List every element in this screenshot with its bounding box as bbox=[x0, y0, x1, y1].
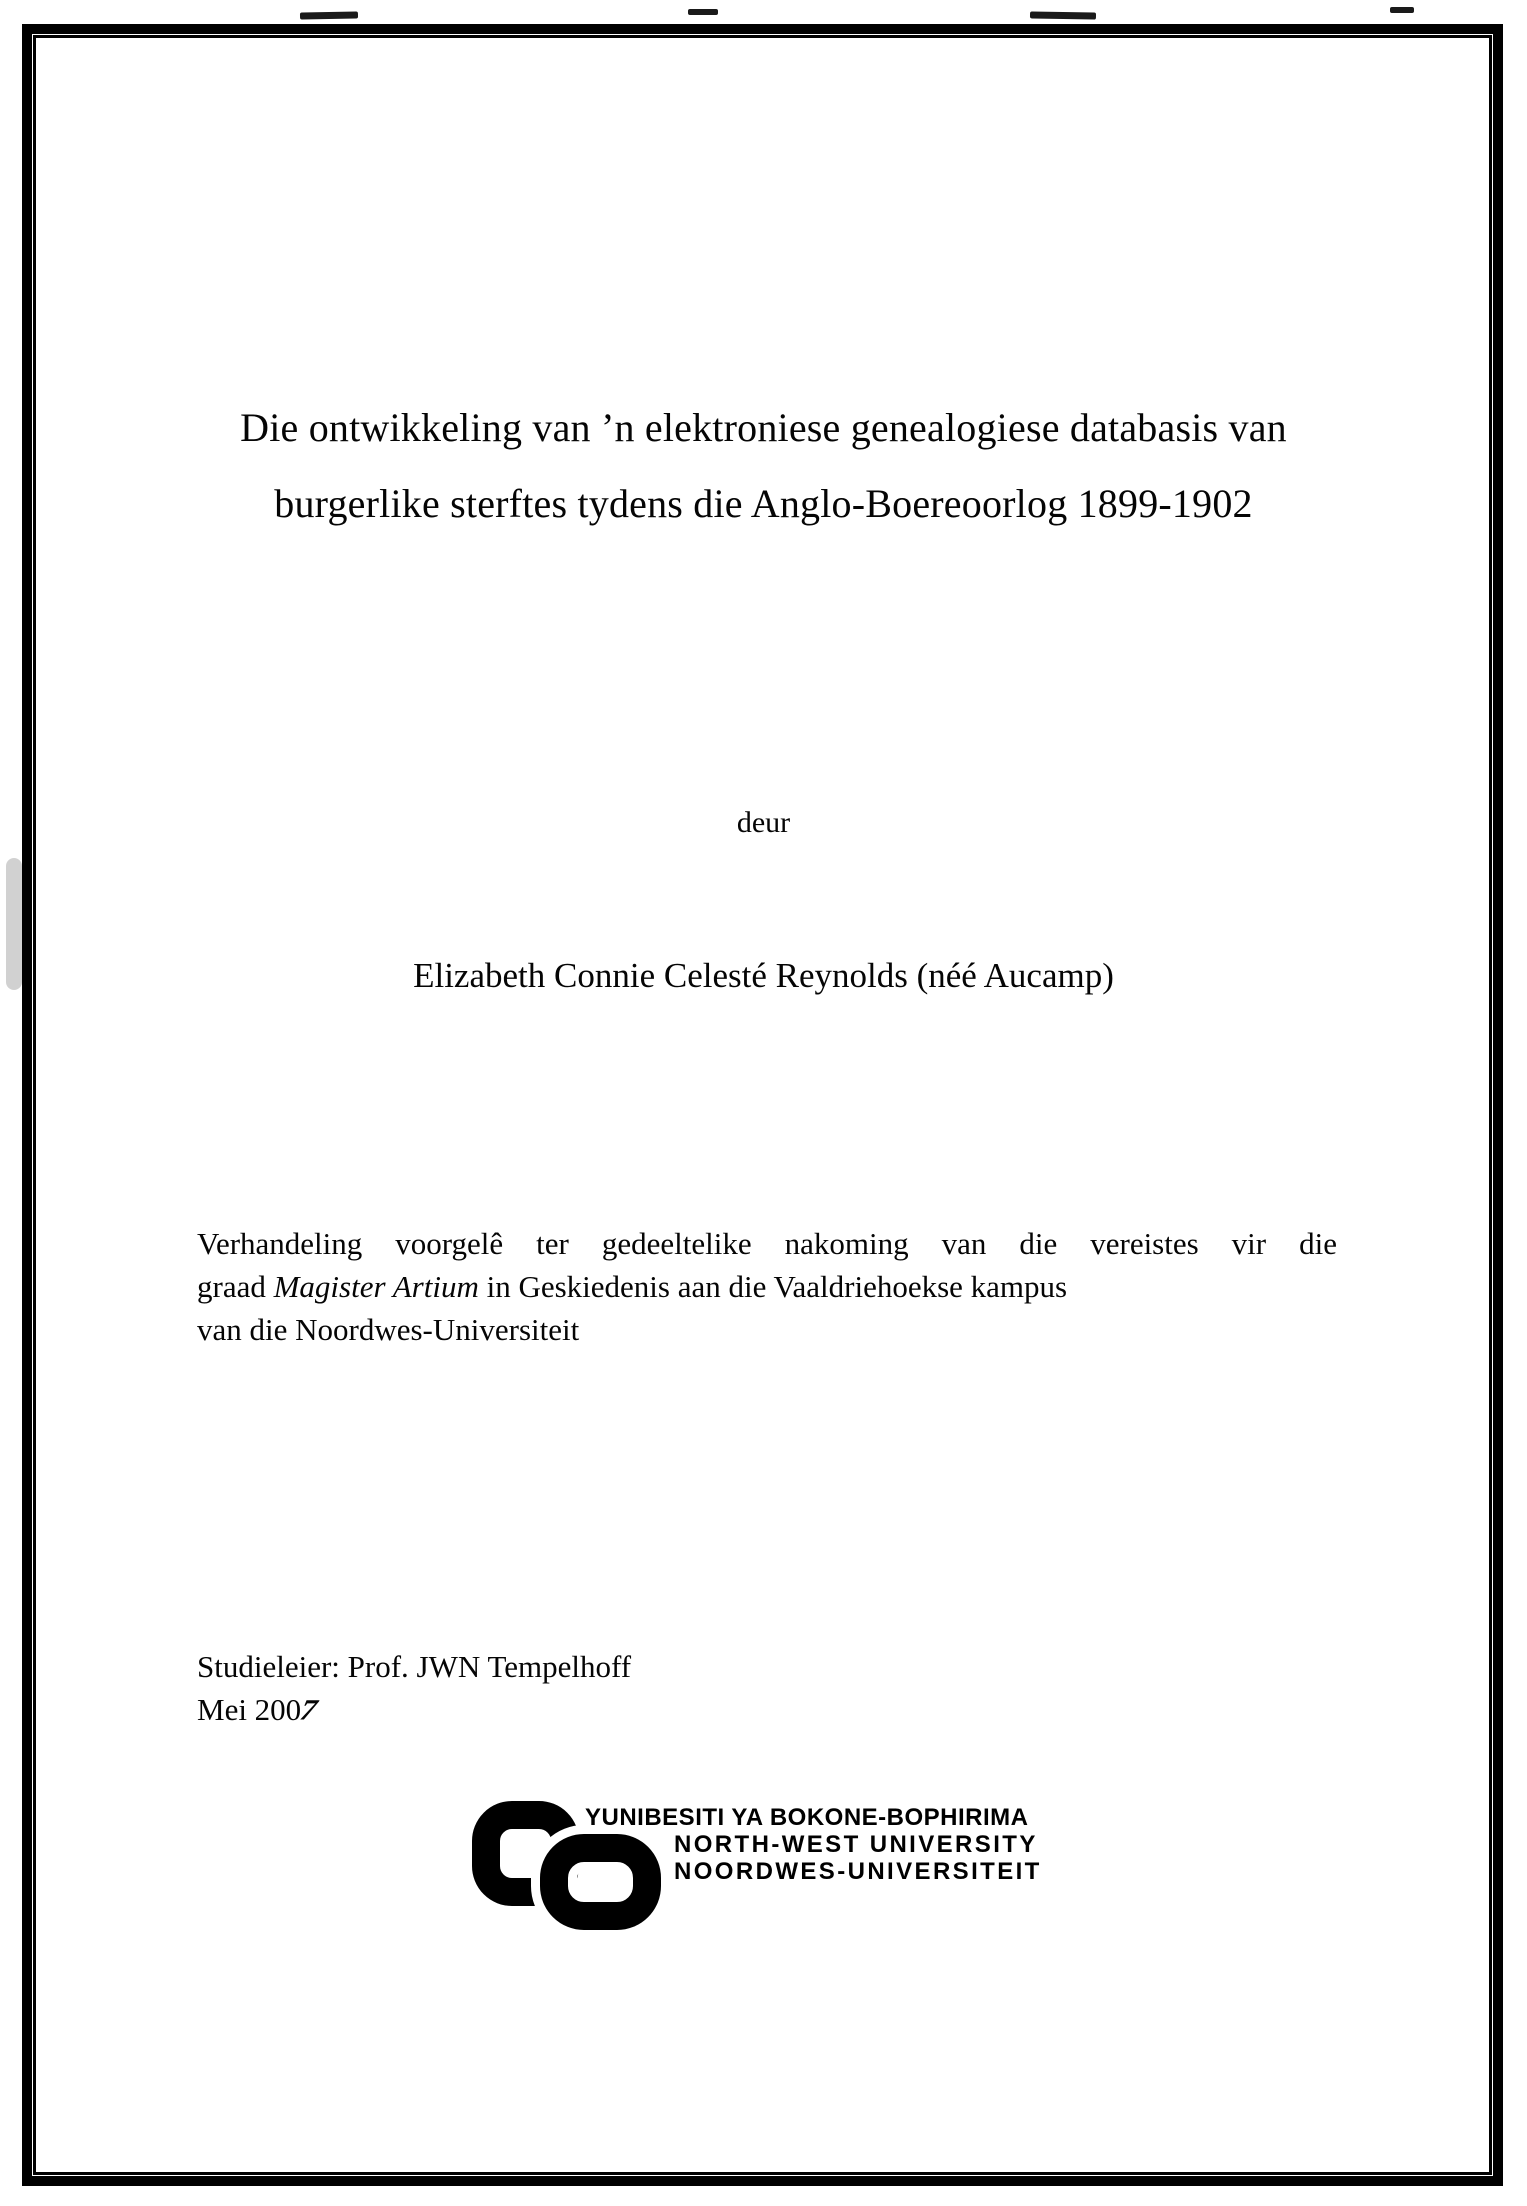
thesis-title-line1: Die ontwikkeling van ’n elektroniese genealogiese databasis van bbox=[240, 405, 1287, 450]
submission-line2-prefix: graad bbox=[197, 1269, 274, 1304]
scan-speck bbox=[688, 9, 718, 15]
university-wordmark bbox=[585, 1804, 1042, 1885]
thesis-title-line2: burgerlike sterftes tydens die Anglo-Boereoorlog 1899-1902 bbox=[274, 481, 1253, 526]
date-line bbox=[197, 1688, 631, 1731]
submission-line3: van die Noordwes-Universiteit bbox=[197, 1312, 580, 1347]
author-name: Elizabeth Connie Celesté Reynolds (néé Aucamp) bbox=[413, 956, 1114, 995]
submission-line1: Verhandeling voorgelê ter gedeeltelike nakoming van die vereistes vir die bbox=[197, 1226, 1337, 1261]
date-last-digit: 7 bbox=[294, 1692, 324, 1727]
supervisor-line: Studieleier: Prof. JWN Tempelhoff bbox=[197, 1649, 632, 1684]
university-name-setswana: YUNIBESITI YA BOKONE-BOPHIRIMA bbox=[585, 1804, 1029, 1831]
university-name-afrikaans: NOORDWES-UNIVERSITEIT bbox=[674, 1858, 1042, 1885]
university-name-english: NORTH-WEST UNIVERSITY bbox=[674, 1831, 1038, 1858]
submission-line2-suffix: in Geskiedenis aan die Vaaldriehoekse kampus bbox=[478, 1269, 1068, 1304]
degree-name: Magister Artium bbox=[273, 1269, 479, 1304]
scan-speck bbox=[1390, 7, 1414, 13]
scan-speck bbox=[300, 11, 358, 19]
date-prefix: Mei 200 bbox=[197, 1692, 302, 1727]
supervisor-block bbox=[197, 1645, 631, 1731]
submission-line2 bbox=[197, 1265, 1337, 1308]
scan-speck bbox=[1030, 11, 1096, 19]
thesis-title bbox=[0, 390, 1527, 542]
byline-deur: deur bbox=[736, 806, 791, 839]
submission-statement bbox=[197, 1222, 1337, 1351]
